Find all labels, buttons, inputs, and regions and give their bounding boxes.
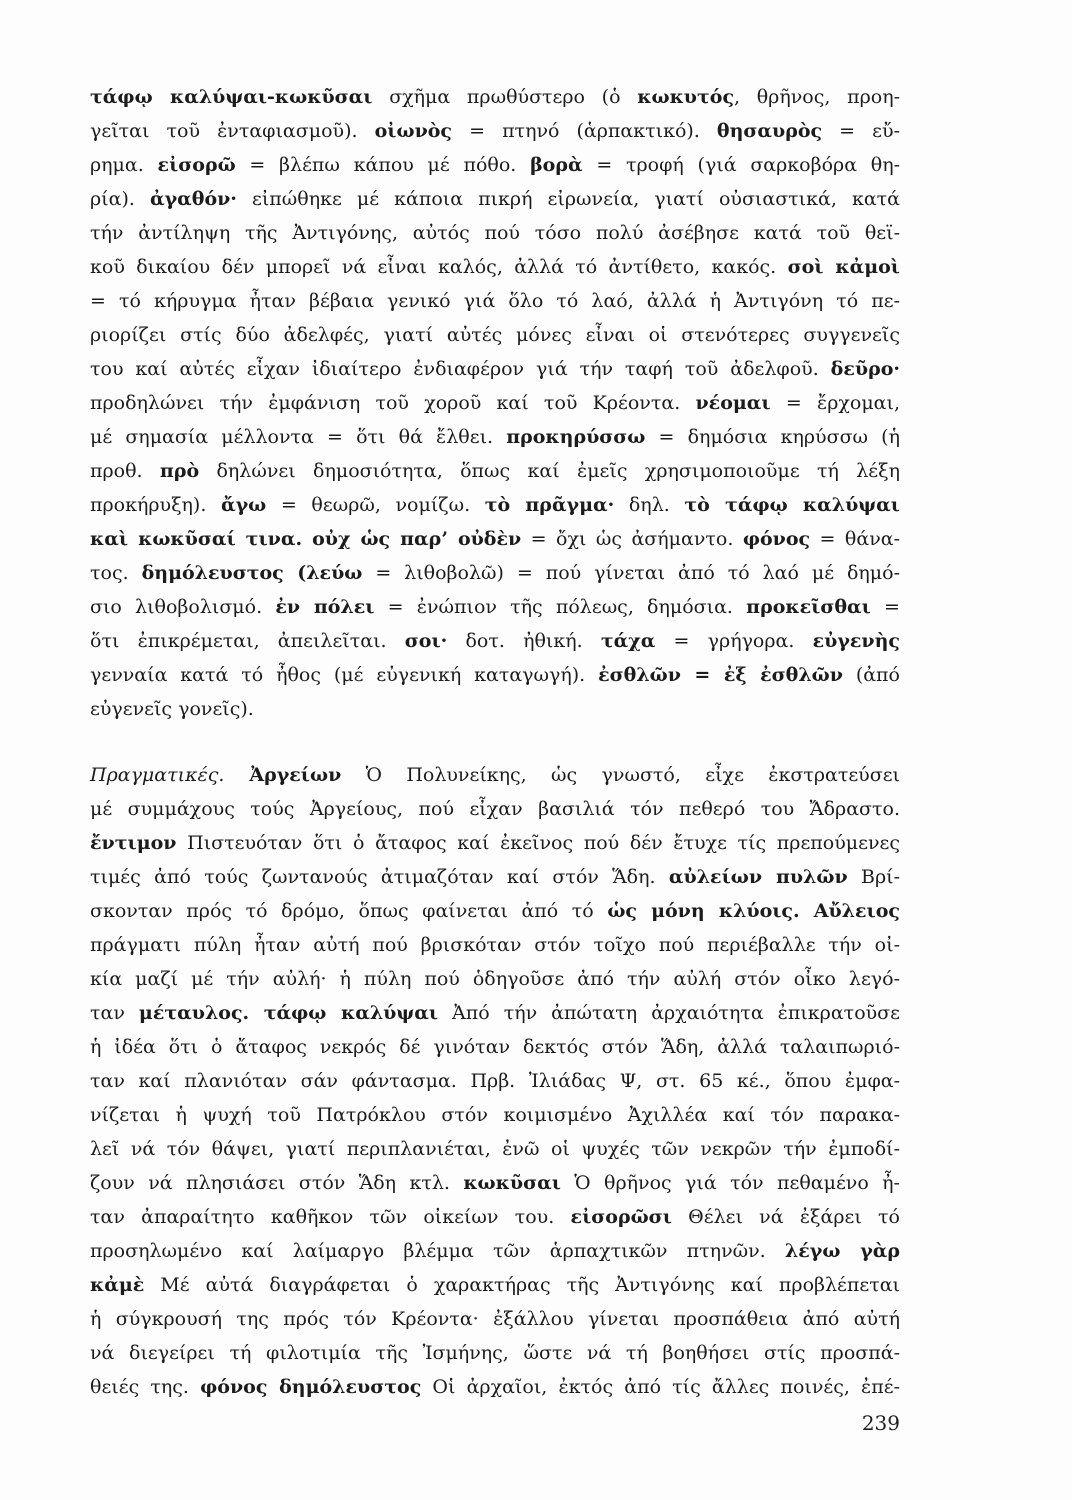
text-run: ὅτι ἐπικρέμεται, ἀπειλεῖται. xyxy=(90,630,405,652)
text-run: προσηλωμένο καί λαίμαργο βλέμμα τῶν ἁρπαχτικῶν πτηνῶν. xyxy=(90,1240,785,1262)
text-line xyxy=(90,318,900,352)
text-line xyxy=(90,1268,900,1302)
text-line xyxy=(90,1132,900,1166)
text-run: ζουν νά πλησιάσει στόν Ἅδη κτλ. xyxy=(90,1172,464,1194)
text-run: = xyxy=(870,596,900,618)
gloss-term: ὡς μόνη κλύοις. Αὔλειος xyxy=(607,900,900,922)
text-line xyxy=(90,352,900,386)
text-run: του καί αὐτές εἶχαν ἰδιαίτερο ἐνδιαφέρον γιά τήν ταφή τοῦ ἀδελφοῦ. xyxy=(90,358,831,380)
text-line xyxy=(90,624,900,658)
text-run: τιμές ἀπό τούς ζωντανούς ἀτιμαζόταν καί στόν Ἅδη. xyxy=(90,866,669,888)
text-run: σιο λιθοβολισμό. xyxy=(90,596,276,618)
text-run: εὐγενεῖς γονεῖς). xyxy=(90,698,254,720)
text-line xyxy=(90,386,900,420)
gloss-term: θησαυρὸς xyxy=(716,120,823,142)
gloss-term: κἀμὲ xyxy=(90,1274,145,1296)
text-line xyxy=(90,454,900,488)
gloss-term: νέομαι xyxy=(695,392,771,414)
page-number: 239 xyxy=(861,1411,900,1435)
text-run: δηλώνει δημοσιότητα, ὅπως καί ἐμεῖς χρησιμοποιοῦμε τή λέξη xyxy=(199,460,900,482)
text-run: ριορίζει στίς δύο ἀδελφές, γιατί αὐτές μόνες εἶναι οἱ στενότερες συγγενεῖς xyxy=(90,324,900,346)
text-run: Οἱ ἀρχαῖοι, ἐκτός ἀπό τίς ἄλλες ποινές, ἐπέ- xyxy=(421,1376,900,1398)
text-run: = θάνα- xyxy=(810,528,900,550)
gloss-term: κωκῦσαι xyxy=(463,1172,561,1194)
commentary-text xyxy=(90,80,900,1404)
text-line xyxy=(90,860,900,894)
text-line xyxy=(90,962,900,996)
text-line xyxy=(90,488,900,522)
text-run: εἰπώθηκε μέ κάποια πικρή εἰρωνεία, γιατί οὐσιαστικά, κατά xyxy=(236,188,900,210)
text-line xyxy=(90,792,900,826)
text-line xyxy=(90,1370,900,1404)
text-line xyxy=(90,1200,900,1234)
text-line xyxy=(90,894,900,928)
text-run: κία μαζί μέ τήν αὐλή· ἡ πύλη πού ὁδηγοῦσε ἀπό τήν αὐλή στόν οἶκο λεγό- xyxy=(90,968,900,990)
gloss-term: ἔντιμον xyxy=(90,832,177,854)
text-run: ταν xyxy=(90,1002,139,1024)
text-run: Ἀπό τήν ἀπώτατη ἀρχαιότητα ἐπικρατοῦσε xyxy=(438,1002,900,1024)
gloss-term: ἀγαθόν· xyxy=(149,188,237,210)
text-run: προκήρυξη). xyxy=(90,494,221,516)
text-run: τος. xyxy=(90,562,142,584)
gloss-term: εἰσορῶ xyxy=(157,154,236,176)
text-run: = ὄχι ὡς ἀσήμαντο. xyxy=(521,528,743,550)
text-line xyxy=(90,284,900,318)
text-line xyxy=(90,1166,900,1200)
text-line xyxy=(90,1030,900,1064)
text-run: ἡ ἰδέα ὅτι ὁ ἄταφος νεκρός δέ γινόταν δεκτός στόν Ἅδη, ἀλλά ταλαιπωριό- xyxy=(90,1036,900,1058)
gloss-term: εἰσορῶσι xyxy=(570,1206,672,1228)
text-run: = ἐνώπιον τῆς πόλεως, δημόσια. xyxy=(374,596,747,618)
text-run: ἡ σύγκρουσή της πρός τόν Κρέοντα· ἐξάλλου γίνεται προσπάθεια ἀπό αὐτή xyxy=(90,1308,900,1330)
section-heading: Πραγματικές. xyxy=(90,764,225,786)
text-line xyxy=(90,1064,900,1098)
text-run: μέ σημασία μέλλοντα = ὅτι θά ἔλθει. xyxy=(90,426,507,448)
gloss-term: προκηρύσσω xyxy=(506,426,646,448)
text-line xyxy=(90,114,900,148)
gloss-term: φόνος δημόλευστος xyxy=(200,1376,422,1398)
text-line xyxy=(90,420,900,454)
text-run: πράγματι πύλη ἦταν αὐτή πού βρισκόταν στόν τοῖχο πού περιέβαλλε τήν οἰ- xyxy=(90,934,900,956)
text-run: κοῦ δικαίου δέν μπορεῖ νά εἶναι καλός, ἀλλά τό ἀντίθετο, κακός. xyxy=(90,256,788,278)
text-run: Πιστευόταν ὅτι ὁ ἄταφος καί ἐκεῖνος πού δέν ἔτυχε τίς πρεπούμενες xyxy=(176,832,900,854)
text-run: = θεωρῶ, νομίζω. xyxy=(266,494,485,516)
gloss-term: ἐν πόλει xyxy=(275,596,375,618)
text-run: Μέ αὐτά διαγράφεται ὁ χαρακτήρας τῆς Ἀντιγόνης καί προβλέπεται xyxy=(144,1274,900,1296)
text-line xyxy=(90,758,900,792)
gloss-term: Ἀργείων xyxy=(224,764,342,786)
text-run: (ἀπό xyxy=(842,664,900,686)
text-run: = εὔ- xyxy=(822,120,900,142)
text-line xyxy=(90,826,900,860)
gloss-term: οἰωνὸς xyxy=(374,120,452,142)
text-line xyxy=(90,250,900,284)
gloss-term: ἄγω xyxy=(221,494,267,516)
gloss-term: δημόλευστος (λεύω xyxy=(141,562,363,584)
text-line xyxy=(90,658,900,692)
gloss-term: λέγω γὰρ xyxy=(784,1240,900,1262)
gloss-term: δεῦρο· xyxy=(830,358,900,380)
gloss-term: τὸ τάφῳ καλύψαι xyxy=(684,494,900,516)
text-line xyxy=(90,522,900,556)
text-run: σχῆμα πρωθύστερο (ὁ xyxy=(372,86,638,108)
text-run: σκονταν πρός τό δρόμο, ὅπως φαίνεται ἀπό τό xyxy=(90,900,608,922)
gloss-term: ἐσθλῶν = ἐξ ἐσθλῶν xyxy=(598,664,843,686)
text-line xyxy=(90,1336,900,1370)
text-run: προδηλώνει τήν ἐμφάνιση τοῦ χοροῦ καί τοῦ Κρέοντα. xyxy=(90,392,696,414)
text-run: τήν ἀντίληψη τῆς Ἀντιγόνης, αὐτός πού τόσο πολύ ἀσέβησε κατά τοῦ θεϊ- xyxy=(90,222,900,244)
text-run: ρημα. xyxy=(90,154,158,176)
text-line xyxy=(90,928,900,962)
text-line xyxy=(90,1234,900,1268)
text-line xyxy=(90,996,900,1030)
text-run: = δημόσια κηρύσσω (ἡ xyxy=(645,426,900,448)
text-line xyxy=(90,1302,900,1336)
gloss-term: καὶ κωκῦσαί τινα. οὐχ ὡς παρ’ οὐδὲν xyxy=(90,528,522,550)
gloss-term: τάχα xyxy=(600,630,656,652)
text-run: = τό κήρυγμα ἦταν βέβαια γενικό γιά ὅλο τό λαό, ἀλλά ἡ Ἀντιγόνη τό πε- xyxy=(90,290,900,312)
text-run: , θρῆνος, προη- xyxy=(734,86,900,108)
text-run: γενναία κατά τό ἦθος (μέ εὐγενική καταγωγή). xyxy=(90,664,599,686)
text-run: = τροφή (γιά σαρκοβόρα θη- xyxy=(582,154,900,176)
text-line xyxy=(90,590,900,624)
text-line xyxy=(90,692,900,726)
gloss-term: προκεῖσθαι xyxy=(746,596,871,618)
text-line xyxy=(90,80,900,114)
gloss-term: τάφῳ καλύψαι-κωκῦσαι xyxy=(90,86,373,108)
gloss-term: βορὰ xyxy=(530,154,583,176)
text-run: = ἔρχομαι, xyxy=(770,392,900,414)
gloss-term: σοὶ κἀμοὶ xyxy=(787,256,900,278)
text-run: = λιθοβολῶ) = πού γίνεται ἀπό τό λαό μέ δημό- xyxy=(362,562,901,584)
text-line xyxy=(90,148,900,182)
paragraph-word-glosses xyxy=(90,80,900,726)
text-run: = γρήγορα. xyxy=(655,630,813,652)
text-run: = πτηνό (ἁρπακτικό). xyxy=(452,120,717,142)
text-line xyxy=(90,182,900,216)
text-run: ταν ἀπαραίτητο καθῆκον τῶν οἰκείων του. xyxy=(90,1206,571,1228)
text-run: Ὁ θρῆνος γιά τόν πεθαμένο ἦ- xyxy=(560,1172,900,1194)
paragraph-realia-notes xyxy=(90,758,900,1404)
text-run: Ὁ Πολυνείκης, ὡς γνωστό, εἶχε ἐκστρατεύσει xyxy=(341,764,900,786)
gloss-term: σοι· xyxy=(404,630,448,652)
gloss-term: πρὸ xyxy=(159,460,200,482)
text-run: μέ συμμάχους τούς Ἀργείους, πού εἶχαν βασιλιά τόν πεθερό του Ἄδραστο. xyxy=(90,798,900,820)
gloss-term: εὐγενὴς xyxy=(812,630,900,652)
text-line xyxy=(90,216,900,250)
text-run: νά διεγείρει τή φιλοτιμία τῆς Ἰσμήνης, ὥστε νά τή βοηθήσει στίς προσπά- xyxy=(90,1342,900,1364)
text-run: νίζεται ἡ ψυχή τοῦ Πατρόκλου στόν κοιμισμένο Ἀχιλλέα καί τόν παρακα- xyxy=(90,1104,900,1126)
text-run: προθ. xyxy=(90,460,160,482)
text-run: δηλ. xyxy=(614,494,685,516)
text-run: ταν καί πλανιόταν σάν φάντασμα. Πρβ. Ἰλιάδας Ψ, στ. 65 κέ., ὅπου ἐμφα- xyxy=(90,1070,900,1092)
gloss-term: φόνος xyxy=(742,528,811,550)
gloss-term: μέταυλος. τάφῳ καλύψαι xyxy=(138,1002,439,1024)
gloss-term: τὸ πρᾶγμα· xyxy=(484,494,615,516)
text-run: ρία). xyxy=(90,188,150,210)
text-line xyxy=(90,556,900,590)
gloss-term: κωκυτός xyxy=(637,86,735,108)
text-run: Θέλει νά ἐξάρει τό xyxy=(671,1206,900,1228)
text-run: γεῖται τοῦ ἐνταφιασμοῦ). xyxy=(90,120,375,142)
text-run: = βλέπω κάπου μέ πόθο. xyxy=(235,154,531,176)
gloss-term: αὐλείων πυλῶν xyxy=(668,866,848,888)
text-line xyxy=(90,1098,900,1132)
text-run: δοτ. ἠθική. xyxy=(447,630,601,652)
text-run: θειές της. xyxy=(90,1376,201,1398)
text-run: λεῖ νά τόν θάψει, γιατί περιπλανιέται, ἐνῶ οἱ ψυχές τῶν νεκρῶν τήν ἐμποδί- xyxy=(90,1138,900,1160)
text-run: Βρί- xyxy=(847,866,900,888)
